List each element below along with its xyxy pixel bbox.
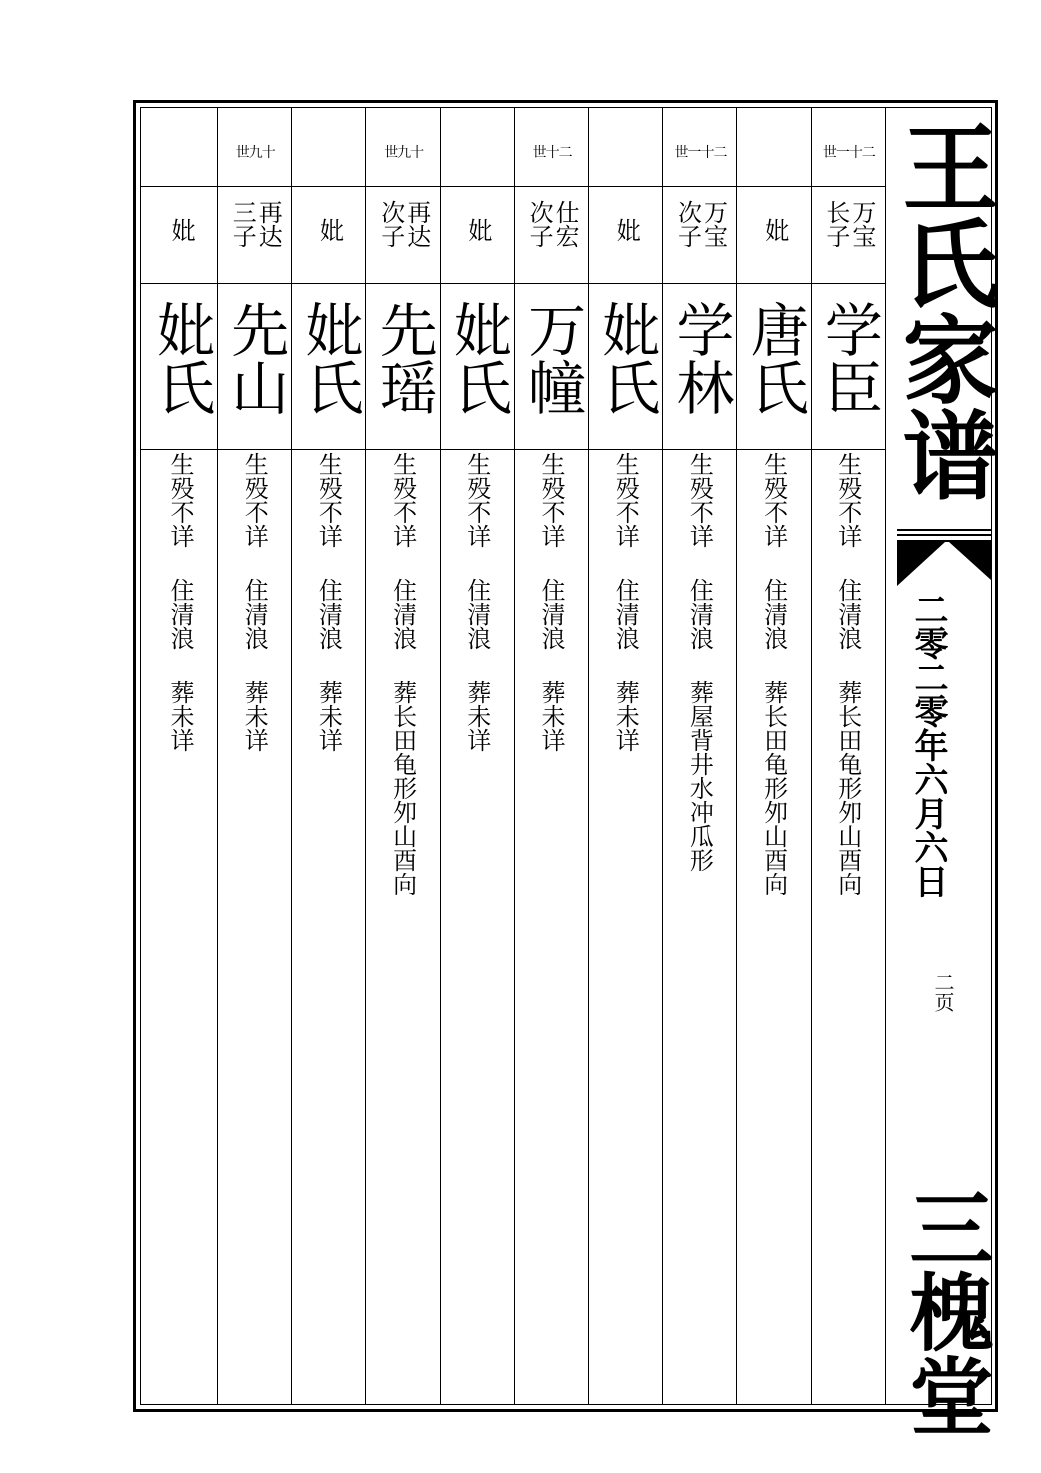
relation-label: 妣 [612, 218, 641, 242]
residence-text: 住清浪 [537, 578, 565, 650]
residence-text: 住清浪 [685, 578, 714, 650]
burial-text: 葬未详 [611, 680, 640, 752]
person-details [314, 452, 346, 782]
page-number: 二页 [931, 972, 955, 1012]
burial-text: 葬长田龟形夘山酉向 [388, 680, 417, 896]
burial-text: 葬未详 [462, 680, 491, 752]
person-details [685, 452, 717, 902]
genealogy-title: 王氏家谱 [887, 118, 1000, 502]
burial-text: 葬未详 [314, 680, 343, 752]
life-status-text: 生殁不详 [314, 452, 343, 548]
life-status-text: 生殁不详 [240, 452, 269, 548]
residence-text: 住清浪 [166, 578, 194, 650]
burial-text: 葬屋背井水冲瓜形 [685, 680, 714, 872]
person-name: 学林 [666, 300, 735, 416]
person-details [389, 452, 421, 926]
life-status-text: 生殁不详 [537, 452, 565, 548]
relation-label: 万宝 次子 [673, 200, 728, 248]
person-details [537, 452, 569, 782]
person-name: 妣氏 [592, 300, 661, 416]
person-name: 学臣 [814, 300, 883, 416]
relation-label: 仕宏 次子 [525, 200, 580, 248]
person-name: 妣氏 [295, 300, 364, 416]
burial-text: 葬未详 [166, 680, 194, 752]
relation-label: 再达 三子 [228, 200, 283, 248]
life-status-text: 生殁不详 [388, 452, 417, 548]
life-status-text: 生殁不详 [166, 452, 194, 548]
generation-label: 世十二 [532, 145, 572, 161]
relation-label: 再达 次子 [376, 200, 431, 248]
residence-text: 住清浪 [759, 578, 788, 650]
person-details [240, 452, 272, 782]
residence-text: 住清浪 [388, 578, 417, 650]
generation-label: 世一十二 [822, 145, 875, 161]
row-divider [140, 186, 885, 187]
relation-label: 万宝 长子 [821, 200, 876, 248]
generation-label: 世一十二 [674, 145, 727, 161]
person-details [760, 452, 792, 926]
residence-text: 住清浪 [462, 578, 491, 650]
residence-text: 住清浪 [611, 578, 640, 650]
row-divider [140, 283, 885, 284]
person-name: 万幢 [518, 300, 587, 416]
person-details [463, 452, 495, 782]
relation-label: 妣 [760, 218, 789, 242]
life-status-text: 生殁不详 [462, 452, 491, 548]
residence-text: 住清浪 [240, 578, 269, 650]
burial-text: 葬长田龟形夘山酉向 [833, 680, 862, 896]
person-name: 先山 [221, 300, 290, 416]
residence-text: 住清浪 [833, 578, 862, 650]
date-label: 二零二零年六月六日 [908, 592, 948, 898]
burial-text: 葬未详 [240, 680, 269, 752]
person-name: 妣氏 [443, 300, 512, 416]
generation-label: 世九十 [384, 145, 424, 161]
burial-text: 葬长田龟形夘山酉向 [759, 680, 788, 896]
life-status-text: 生殁不详 [685, 452, 714, 548]
burial-text: 葬未详 [537, 680, 565, 752]
generation-label: 世九十 [235, 145, 275, 161]
relation-label: 妣 [167, 218, 196, 242]
person-name: 先瑶 [369, 300, 438, 416]
life-status-text: 生殁不详 [611, 452, 640, 548]
life-status-text: 生殁不详 [759, 452, 788, 548]
chevron-ornament-icon [893, 528, 993, 588]
relation-label: 妣 [315, 218, 344, 242]
relation-label: 妣 [463, 218, 492, 242]
person-details [166, 452, 198, 782]
residence-text: 住清浪 [314, 578, 343, 650]
life-status-text: 生殁不详 [833, 452, 862, 548]
row-divider [140, 449, 885, 450]
person-name: 妣氏 [147, 300, 216, 416]
person-name: 唐氏 [740, 300, 809, 416]
person-details [834, 452, 866, 926]
hall-name: 三槐堂 [896, 1185, 995, 1437]
person-details [611, 452, 643, 782]
